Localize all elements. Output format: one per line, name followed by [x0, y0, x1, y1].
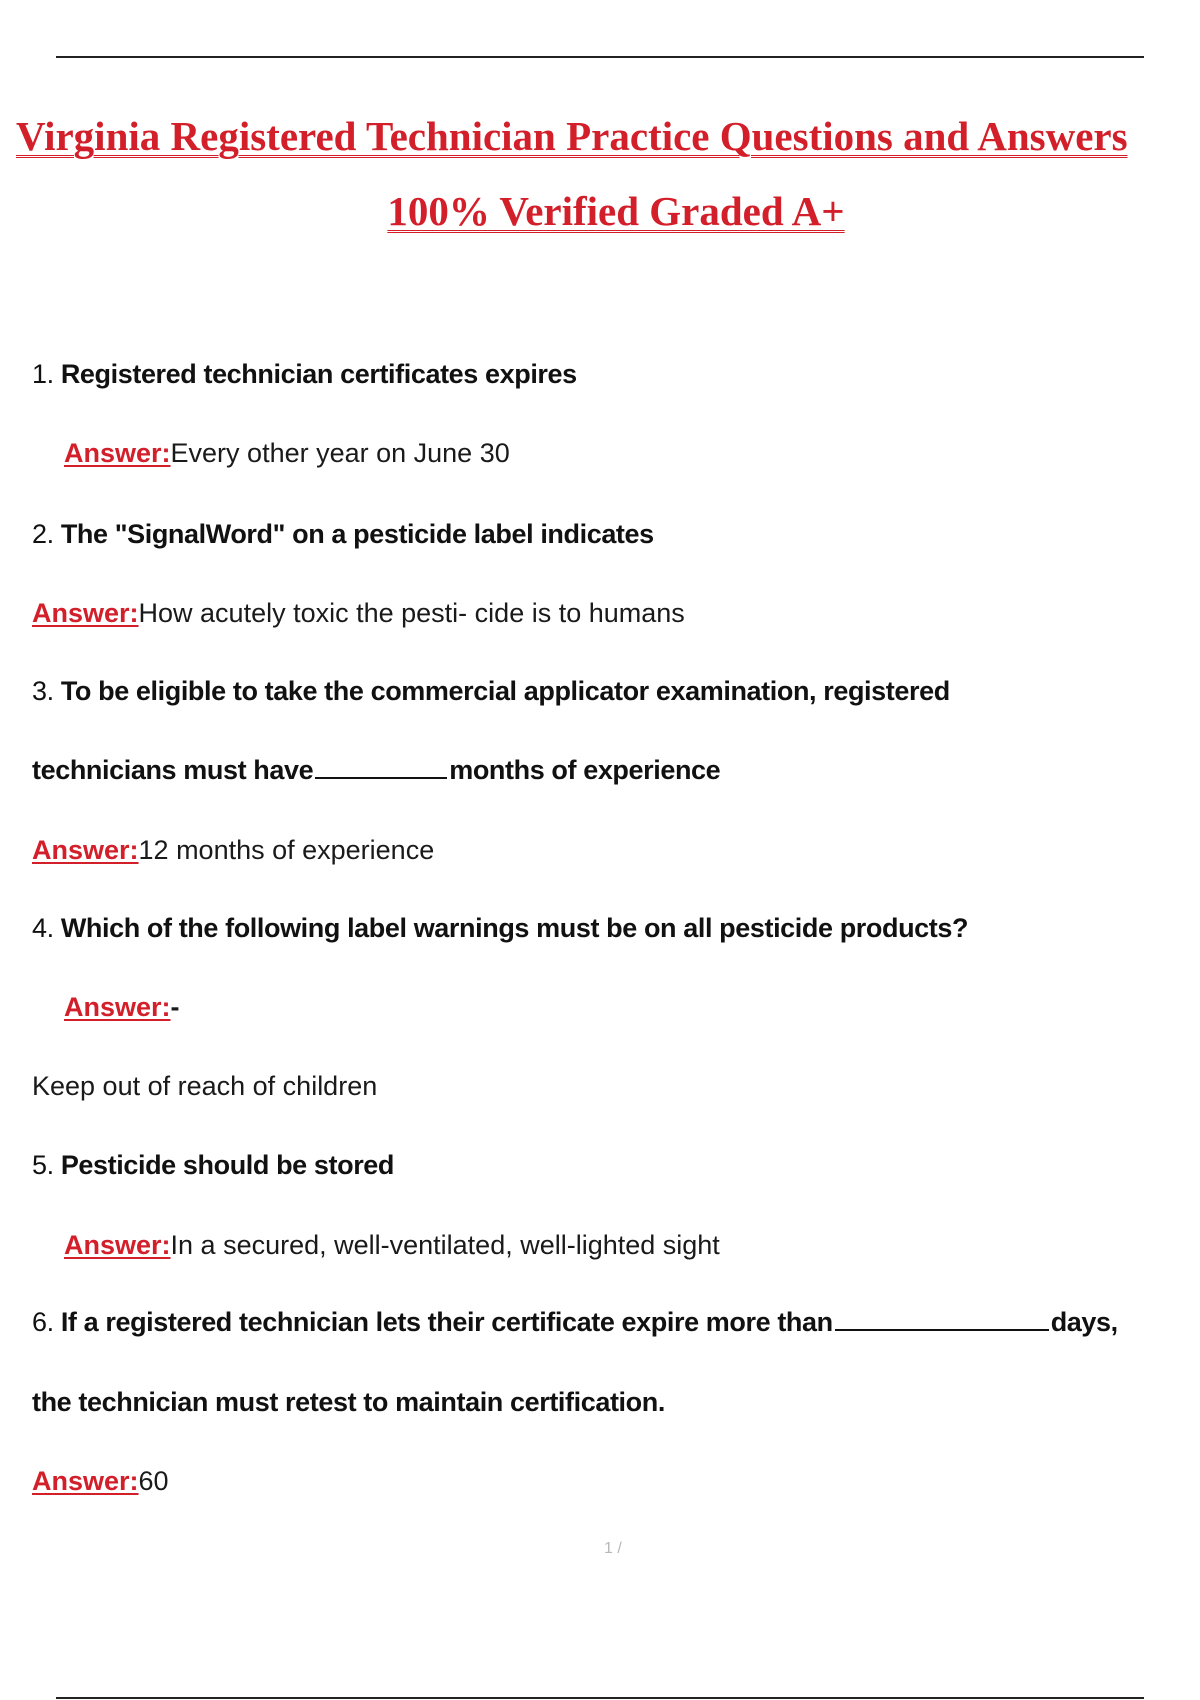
answer-6 [32, 1463, 169, 1499]
answer-label: Answer: [64, 438, 171, 468]
question-text: If a registered technician lets their certificate expire more than [60, 1307, 833, 1337]
question-4 [32, 910, 968, 946]
question-5 [32, 1147, 394, 1183]
question-3 [32, 673, 950, 709]
question-text: the technician must retest to maintain certification. [32, 1387, 665, 1417]
answer-text: - [170, 992, 180, 1022]
question-6-continued [32, 1384, 665, 1420]
question-6 [32, 1304, 1118, 1340]
answer-text: How acutely toxic the pesti- cide is to humans [138, 598, 685, 628]
question-text: Pesticide should be stored [60, 1150, 395, 1180]
document-subtitle: 100% Verified Graded A+ [387, 188, 845, 234]
answer-label: Answer: [64, 992, 171, 1022]
answer-text: Keep out of reach of children [32, 1071, 378, 1101]
answer-blank [835, 1307, 1049, 1331]
question-number: 4. [32, 913, 54, 943]
question-3-continued [32, 752, 720, 788]
answer-label: Answer: [32, 835, 139, 865]
question-1 [32, 356, 577, 392]
question-number: 2. [32, 519, 54, 549]
question-text: To be eligible to take the commercial applicator examination, registered [60, 676, 950, 706]
answer-4-continued [32, 1068, 377, 1104]
answer-text: In a secured, well-ventilated, well-lighted sight [170, 1230, 720, 1260]
question-number: 1. [32, 359, 54, 389]
question-text: technicians must have [32, 755, 314, 785]
question-number: 5. [32, 1150, 54, 1180]
top-rule [56, 56, 1144, 58]
question-number: 6. [32, 1307, 54, 1337]
answer-1 [64, 435, 510, 471]
bottom-rule [56, 1697, 1144, 1699]
question-text: Registered technician certificates expires [60, 359, 577, 389]
answer-4 [64, 989, 180, 1025]
question-text: Which of the following label warnings must be on all pesticide products? [60, 913, 969, 943]
answer-label: Answer: [32, 1466, 139, 1496]
answer-3 [32, 832, 434, 868]
question-text: months of experience [449, 755, 721, 785]
answer-text: 60 [138, 1466, 169, 1496]
page-number: 1 / [604, 1540, 622, 1557]
answer-label: Answer: [64, 1230, 171, 1260]
document-title: Virginia Registered Technician Practice Questions and Answers [16, 113, 1128, 159]
answer-text: 12 months of experience [138, 835, 435, 865]
answer-label: Answer: [32, 598, 139, 628]
answer-5 [64, 1227, 720, 1263]
question-text: The "SignalWord" on a pesticide label indicates [60, 519, 654, 549]
question-text: days, [1050, 1307, 1118, 1337]
question-2 [32, 516, 654, 552]
answer-2 [32, 595, 685, 631]
answer-text: Every other year on June 30 [170, 438, 510, 468]
question-number: 3. [32, 676, 54, 706]
answer-blank [315, 755, 447, 779]
